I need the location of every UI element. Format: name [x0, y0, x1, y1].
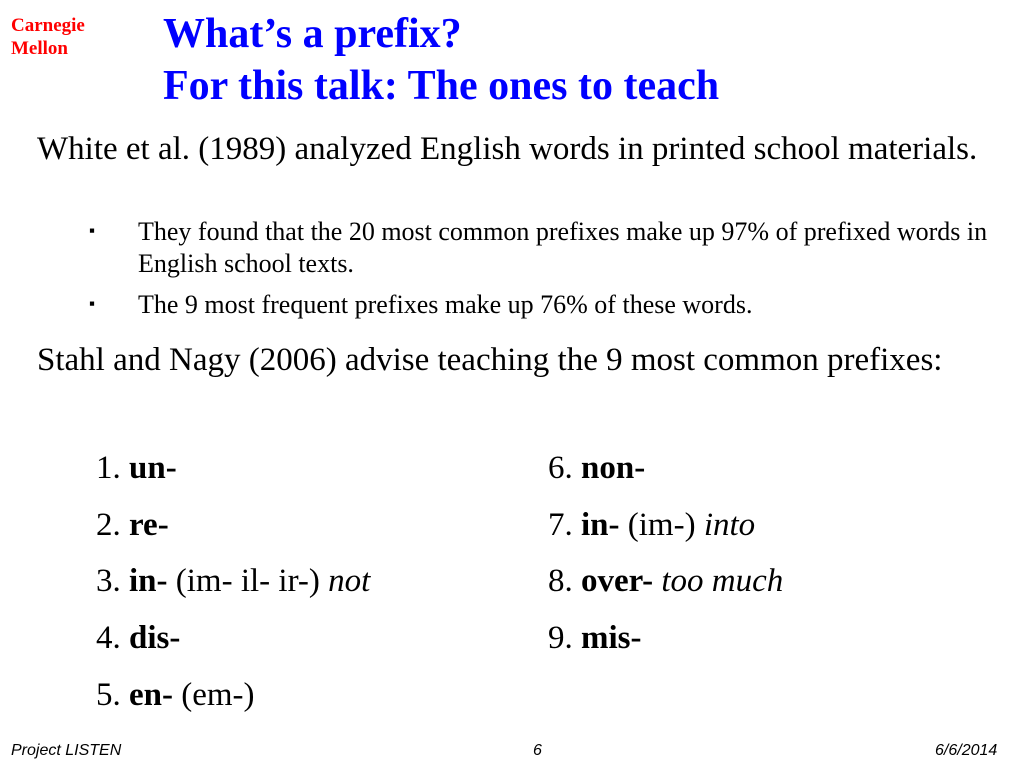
prefix-term: dis- [129, 620, 181, 656]
prefix-number: 9. [548, 620, 581, 656]
slide-title [163, 8, 719, 112]
prefix-term: re- [129, 507, 169, 543]
title-line-1: What’s a prefix? [163, 11, 462, 57]
prefix-term: un- [129, 450, 177, 486]
prefix-item [548, 618, 642, 658]
prefix-item [96, 675, 255, 715]
prefix-variants: (im-) [627, 507, 704, 543]
footer-date: 6/6/2014 [935, 742, 998, 759]
title-line-2: For this talk: The ones to teach [163, 63, 720, 109]
paragraph-stahl-nagy: Stahl and Nagy (2006) advise teaching the 9 most common prefixes: [37, 342, 943, 378]
prefix-item [548, 448, 645, 488]
prefix-number: 6. [548, 450, 581, 486]
logo-line-1: Carnegie [11, 15, 85, 36]
bullet-text: They found that the 20 most common prefixes make up 97% of prefixed words in English school texts. [138, 217, 988, 278]
paragraph-white-et-al: White et al. (1989) analyzed English words in printed school materials. [37, 131, 978, 167]
bullet-item [89, 216, 1014, 280]
bullet-item [89, 289, 1014, 321]
prefix-number: 8. [548, 563, 581, 599]
square-bullet-icon: ▪ [89, 221, 96, 240]
prefix-number: 1. [96, 450, 129, 486]
prefix-item [548, 561, 783, 601]
footer-slide-number: 6 [533, 742, 542, 759]
prefix-number: 3. [96, 563, 129, 599]
prefix-item [96, 505, 169, 545]
prefix-meaning: into [703, 507, 756, 543]
footer-project-name: Project LISTEN [11, 742, 122, 759]
prefix-variants: (em-) [181, 677, 255, 713]
prefix-number: 5. [96, 677, 129, 713]
prefix-meaning: not [328, 563, 371, 599]
prefix-item [96, 618, 180, 658]
prefix-number: 7. [548, 507, 581, 543]
prefix-term: en- [129, 677, 182, 713]
prefix-number: 4. [96, 620, 129, 656]
prefix-item [96, 448, 177, 488]
prefix-meaning: too much [661, 563, 784, 599]
square-bullet-icon: ▪ [89, 294, 96, 313]
bullet-text: The 9 most frequent prefixes make up 76% of these words. [138, 290, 753, 319]
carnegie-mellon-logo [11, 14, 85, 60]
prefix-item [96, 561, 370, 601]
prefix-term: non- [581, 450, 646, 486]
prefix-term: over- [581, 563, 662, 599]
prefix-term: mis- [581, 620, 642, 656]
prefix-item [548, 505, 755, 545]
logo-line-2: Mellon [11, 38, 68, 59]
prefix-term: in- [129, 563, 176, 599]
prefix-number: 2. [96, 507, 129, 543]
prefix-variants: (im- il- ir-) [175, 563, 329, 599]
prefix-term: in- [581, 507, 628, 543]
